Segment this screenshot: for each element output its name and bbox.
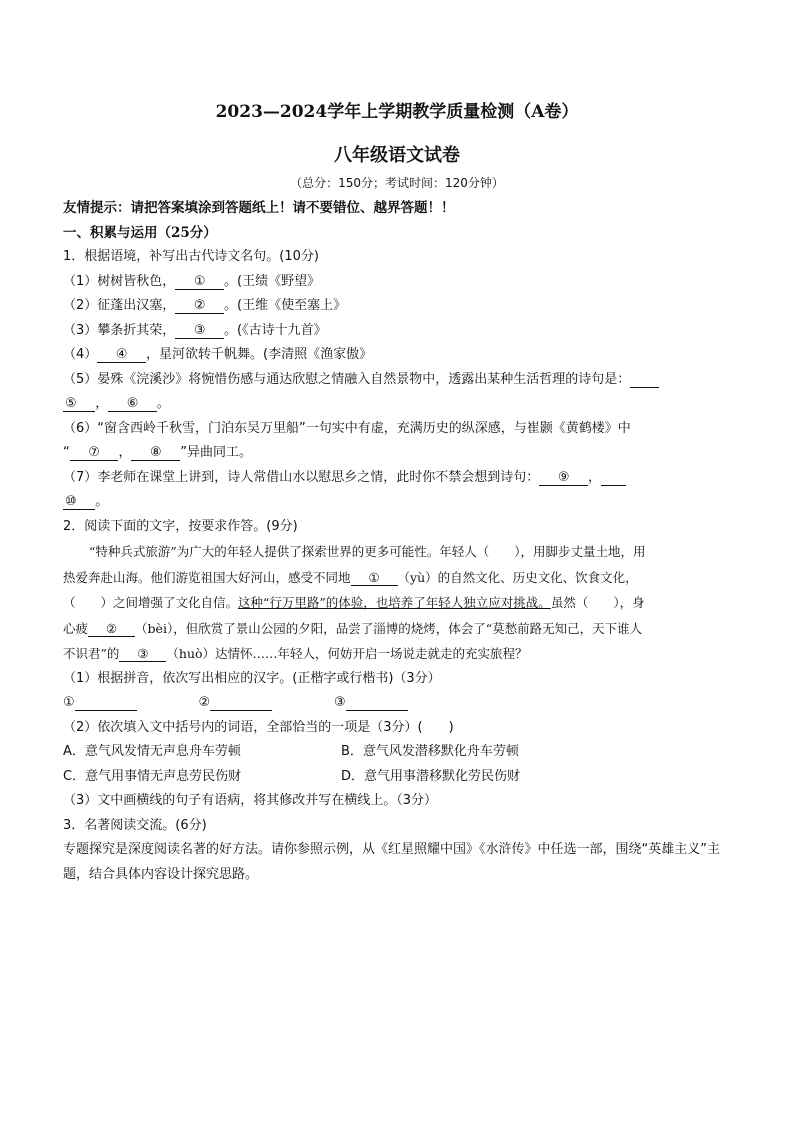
blank-10: ⑩ [63,494,95,510]
q1-item-7: （7）李老师在课堂上讲到，诗人常借山水以慰思乡之情，此时你不禁会想到诗句： ⑨ ， [63,466,735,491]
q1-item-6: （6）“窗含西岭千秋雪，门泊东吴万里船”一句实中有虚，充满历史的纵深感，与崔颢《黄鹤楼》中 [63,420,631,436]
exam-info: （总分：150分；考试时间：120分钟） [290,176,504,190]
option-c: C．意气用事情无声息劳民伤财 [63,768,242,784]
q1-item-5-cont: ⑤ ， ⑥ 。 [65,396,170,411]
passage-line-5: 不识君”的 ③ （huò）达情怀……年轻人，何妨开启一场说走就走的充实旅程？ [63,646,528,661]
question-2-heading: 2．阅读下面的文字，按要求作答。(9分) [63,518,298,534]
passage-line-1: “特种兵式旅游”为广大的年轻人提供了探索世界的更多可能性。年轻人（ ），用脚步丈量土地，用 [89,544,646,559]
blank-3: ③ [175,323,224,339]
passage-line-2: 热爱奔赴山海。他们游览祖国大好河山，感受不同地 ① （yù）的自然文化、历史文化、饮食文化， [63,569,638,585]
option-a: A．意气风发情无声息舟车劳顿 [63,744,241,759]
q1-item-1: （1）树树皆秋色， ① 。(王绩《野望》 [63,273,321,289]
q2-answer-blanks: ① ② ③ [63,691,735,716]
blank-9: ⑨ [539,470,588,486]
q1-item-4: （4） ④ ，星河欲转千帆舞。(李清照《渔家傲》 [63,347,373,362]
exam-content [63,196,735,887]
passage-line-4: 心疲 ② （bèi），但欣赏了景山公园的夕阳，品尝了淄博的烧烤，体会了“莫愁前路无知己，天下谁人 [63,620,643,636]
option-d: D．意气用事潜移默化劳民伤财 [341,768,521,784]
option-b: B．意气风发潜移默化舟车劳顿 [341,744,519,759]
exam-title: 2023—2024学年上学期教学质量检测（A卷） [215,102,579,122]
q1-item-5: （5）晏殊《浣溪沙》将惋惜伤感与通达欣慰之情融入自然景物中，透露出某种生活哲理的诗句是： [63,368,735,393]
q2-sub-1: （1）根据拼音，依次写出相应的汉字。(正楷字或行楷书)（3分） [63,670,441,686]
blank-8: ⑧ [131,445,180,461]
notice: 友情提示：请把答案填涂到答题纸上！请不要错位、越界答题！！ [63,200,455,216]
exam-subtitle: 八年级语文试卷 [334,145,460,166]
q2-options-row-1 [63,740,735,765]
q1-item-3: （3）攀条折其荣， ③ 。(《古诗十九首》 [63,322,327,338]
blank-4: ④ [97,347,146,363]
blank-6: ⑥ [108,396,157,412]
blank-1: ① [175,274,224,290]
q2-options-row-2 [63,765,735,790]
blank-7: ⑦ [70,445,119,461]
q2-sub-2: （2）依次填入文中括号内的词语，全部恰当的一项是（3分）( ) [63,719,454,735]
question-3-heading: 3．名著阅读交流。(6分) [63,817,207,833]
underlined-sentence: 这种“行万里路”的体验，也培养了年轻人独立应对挑战。 [238,595,551,610]
q1-item-2: （2）征蓬出汉塞， ② 。(王维《使至塞上》 [63,298,347,313]
section-heading: 一、积累与运用（25分） [63,224,217,241]
q1-item-6-cont: “ ⑦ ， ⑧ ”异曲同工。 [63,445,252,460]
passage-line-3: （ ）之间增强了文化自信。这种“行万里路”的体验，也培养了年轻人独立应对挑战。虽然（ ），身 [63,595,645,610]
question-1-heading: 1．根据语境，补写出古代诗文名句。(10分) [63,249,319,264]
q1-item-7-cont: ⑩ 。 [65,494,109,509]
blank-2: ② [175,298,224,314]
question-3-body: 专题探究是深度阅读名著的好方法。请你参照示例，从《红星照耀中国》《水浒传》中任选一部，围绕“英雄主义”主题，结合具体内容设计探究思路。 [63,842,720,882]
q2-sub-3: （3）文中画横线的句子有语病，将其修改并写在横线上。（3分） [63,793,438,808]
blank-5: ⑤ [63,396,95,412]
